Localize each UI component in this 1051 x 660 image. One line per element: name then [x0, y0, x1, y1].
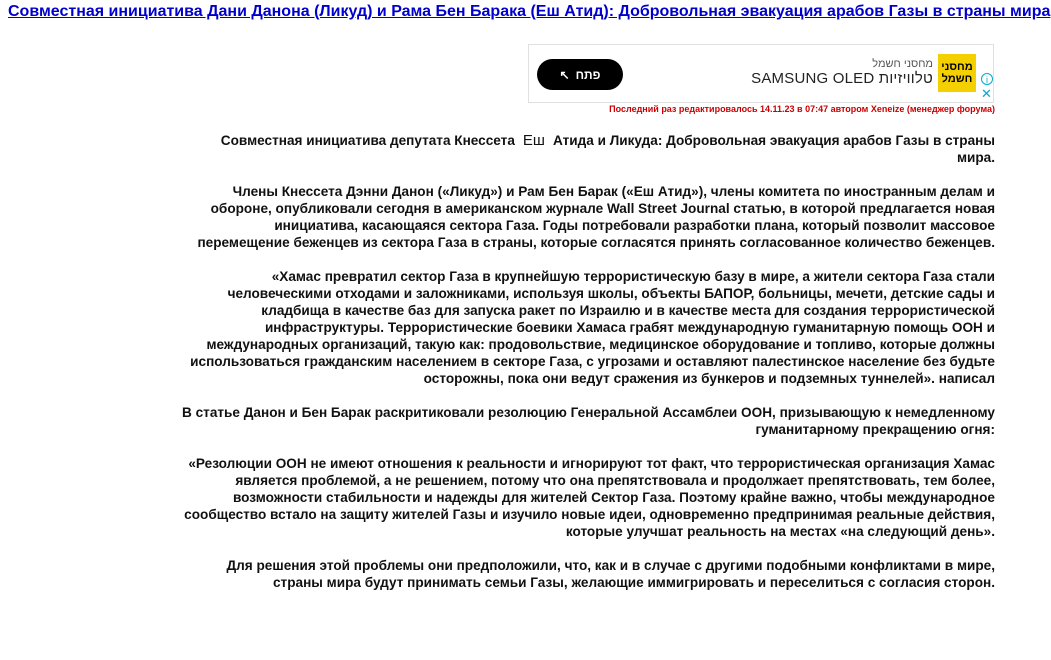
advertisement-banner[interactable] — [528, 44, 994, 103]
article-paragraph: Члены Кнессета Дэнни Данон («Ликуд») и Рам Бен Барак («Еш Атид»), члены комитета по иностранным делам и обороне, опубликовали сегодня в американском журнале Wall Street Journal статью, в которой предлагается новая инициатива, касающаяся сектора Газа. Годы потребовали разработки плана, который позволит массовое перемещение беженцев из сектора Газа в страны, которые согласятся принять согласованное количество беженцев. — [197, 184, 995, 250]
article-paragraph: Для решения этой проблемы они предположили, что, как и в случае с другими подобными конфликтами в мире, страны мира будут принимать семьи Газы, желающие иммигрировать и переселиться с согласия сторон. — [226, 558, 995, 590]
heading-esh: Еш — [522, 132, 545, 149]
ad-main-text: SAMSUNG OLED טלוויזיות — [751, 70, 933, 87]
article-paragraph: «Резолюции ООН не имеют отношения к реальности и игнорируют тот факт, что террористическая организация Хамас является проблемой, а не решением, потому что она препятствовала и продолжает препятствовать, тем более, возможности стабильности и надежды для жителей Сектор Газа. Поэтому крайне важно, чтобы международное сообщество встало на защиту жителей Газы и изучило новые идеи, одновременно предпринимая реальные действия, которые улучшат реальность на местах «на следующий день». — [184, 456, 995, 539]
topic-title-link[interactable]: Совместная инициатива Дани Данона (Ликуд) и Рама Бен Барака (Еш Атид): Добровольная эвакуация арабов Газы в страны мира — [8, 3, 1051, 20]
ad-sub-text: מחסני חשמל — [872, 58, 933, 70]
ad-logo-line2: חשמל — [941, 73, 973, 85]
ad-open-button[interactable] — [537, 59, 623, 90]
ad-logo — [938, 54, 976, 92]
article-paragraph: В статье Данон и Бен Барак раскритиковали резолюцию Генеральной Ассамблеи ООН, призывающую к немедленному гуманитарному прекращению огня: — [182, 405, 995, 437]
ad-close-icon[interactable]: ✕ — [981, 86, 992, 101]
ad-info-icon[interactable]: i — [981, 73, 993, 85]
article-paragraph: «Хамас превратил сектор Газа в крупнейшую террористическую базу в мире, а жители сектора Газа стали человеческими отходами и заложниками, используя школы, объекты БАПОР, больницы, мечети, детские сады и кладбища в качестве баз для запуска ракет по Израилю и в качестве места для создания террористической инфраструктуры. Террористические боевики Хамаса грабят международную гуманитарную помощь ООН и международных организаций, такую как: продовольствие, медицинское оборудование и топливо, которые должны использоваться гражданским населением в секторе Газа, с угрозами и оставляют палестинское население без будьте осторожны, пока они ведут сражения из бункеров и подземных туннелей». написал — [190, 269, 995, 386]
ad-logo-line1: מחסני — [941, 61, 973, 73]
heading-part1: Совместная инициатива депутата Кнессета — [220, 133, 515, 148]
ad-open-label: פתח — [575, 67, 601, 82]
article-heading — [180, 132, 995, 166]
heading-part2: Атида и Ликуда: Добровольная эвакуация арабов Газы в страны мира. — [552, 133, 995, 165]
external-arrow-icon: ↖ — [559, 67, 570, 82]
edit-note: Последний раз редактировалось 14.11.23 в 07:47 автором Xeneize (менеджер форума) — [609, 104, 995, 114]
article-body — [180, 132, 995, 608]
